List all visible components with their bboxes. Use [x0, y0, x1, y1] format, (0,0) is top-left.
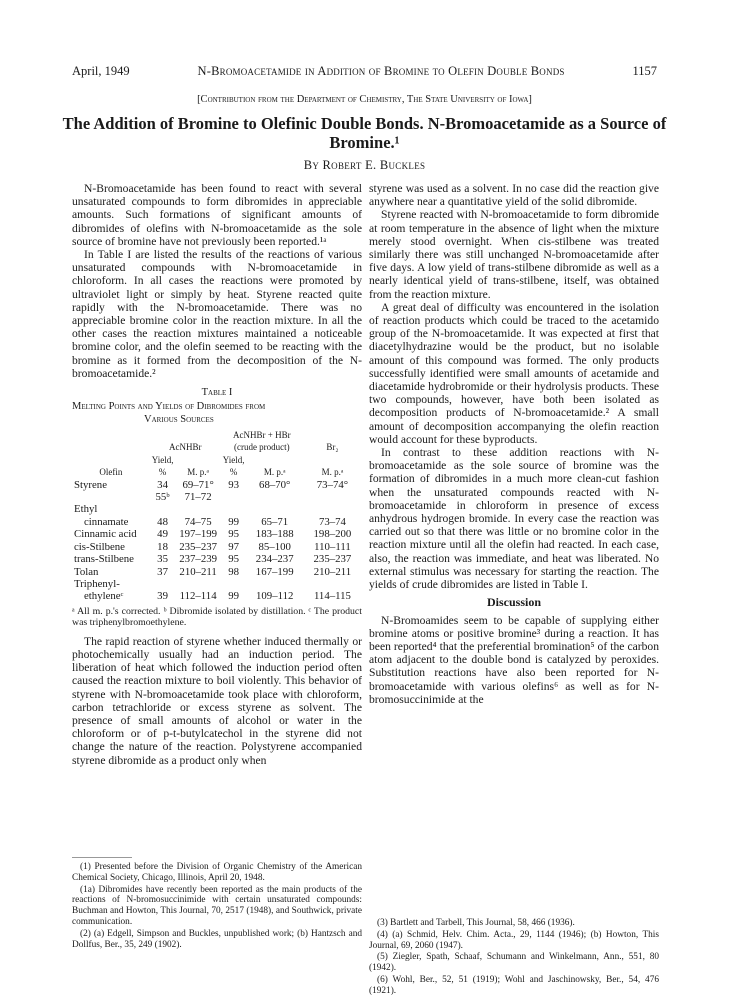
table-row: [72, 590, 362, 602]
table-cell: [150, 578, 176, 590]
table-cell: 39: [157, 590, 168, 603]
table-cell: 197–199: [179, 528, 218, 541]
table-cell: 110–111: [314, 540, 351, 553]
table-cell: 37: [157, 565, 168, 578]
table-footnote: ᵃ All m. p.'s corrected. ᵇ Dibromide isolated by distillation. ᶜ The product was triphenylbromoethylene.: [72, 605, 362, 629]
right-column: [369, 182, 659, 706]
table-caption-line: Melting Points and Yields of Dibromides from: [72, 401, 266, 413]
table-cell: 95: [228, 553, 240, 566]
table-cell: 198–200: [313, 528, 352, 541]
footnote: (6) Wohl, Ber., 52, 51 (1919); Wohl and Jaschinowsky, Ber., 54, 476 (1921).: [369, 974, 659, 996]
table-cell: 167–199: [255, 565, 294, 578]
table-cell: 114–115: [313, 590, 351, 603]
table-cell: 97: [228, 540, 240, 553]
table-cell: 235–237: [179, 540, 218, 553]
body-paragraph: In Table I are listed the results of the reactions of various unsaturated compounds with N-bromoacetamide in chloroform. In all cases the reactions were promoted by ultraviolet light or simply by heat. Styrene reacted quite rapidly with the N-bromoacetamide. There was no appreciable bromine color in the reaction mixture. In all the other cases the reaction mixtures maintained a noticeable bromine color, and the olefin seemed to be reacting with the bromine as it formed from the decomposition of the N-bromoacetamide.²: [72, 248, 362, 380]
table-cell: 98: [228, 565, 240, 578]
table-cell: 65–71: [261, 515, 289, 528]
table-row: [72, 503, 362, 515]
body-paragraph: A great deal of difficulty was encountered in the isolation of reaction products which could be traced to the acetamido group of the N-bromoacetamide. It was expected at first that diacetylhydrazine would be the product, but no isolable amount of this compound was formed. The only products successfully identified were small amounts of acetamide and diacetamide hydrobromide or their hydrolysis products. These two compounds, however, have both been isolated as decomposition products of N-bromoacetamide.² A small amount of decomposition accompanying the olefin reaction would account for these byproducts.: [369, 300, 659, 446]
footnote: (2) (a) Edgell, Simpson and Buckles, unpublished work; (b) Hantzsch and Dollfus, Ber., 35, 249 (1902).: [72, 928, 362, 950]
body-paragraph: In contrast to these addition reactions with N-bromoacetamide as the sole source of bromine was the formation of dibromides in a much more clean-cut fashion when the unsaturated compounds reacted with N-bromoacetamide in chloroform in presence of excess anhydrous hydrogen bromide. In every case the reaction was carried out so that there was little or no bromine color in the reaction mixture until all the olefin had reacted. In each case, also, the reaction was immediate, and heat was liberated. No external stimulus was necessary for starting the reaction. The yields of crude dibromides are listed in Table I.: [369, 446, 659, 592]
table-cell: 73–74: [318, 515, 346, 528]
footnotes-left: [72, 862, 362, 951]
contribution-line: [Contribution from the Department of Chemistry, The State University of Iowa]: [197, 94, 532, 105]
table-cell: 95: [228, 528, 240, 541]
footnote: (5) Ziegler, Spath, Schaaf, Schumann and Winkelmann, Ann., 551, 80 (1942).: [369, 952, 659, 974]
table-cell: 74–75: [184, 515, 212, 528]
footnote: (1) Presented before the Division of Organic Chemistry of the American Chemical Society, Chicago, Illinois, April 20, 1948.: [72, 862, 362, 883]
table-cell: [303, 503, 362, 515]
table-cell: [175, 578, 220, 590]
table-row: [72, 553, 362, 565]
table-cell: 234–237: [255, 553, 294, 566]
table-cell: [221, 503, 247, 515]
issue-date: April, 1949: [72, 64, 130, 78]
table-row: [72, 516, 362, 528]
table-cell: [247, 503, 303, 515]
running-header: [72, 64, 657, 80]
table-cell: 55ᵇ: [155, 491, 170, 504]
table-cell: 183–188: [255, 528, 294, 541]
table-cell-olefin: Tolan: [74, 565, 99, 578]
author-byline: By Robert E. Buckles: [303, 158, 426, 172]
body-paragraph: styrene was used as a solvent. In no case did the reaction give anywhere near a quantitative yield of the solid dibromide.: [369, 182, 659, 209]
table-cell: 18: [157, 540, 168, 553]
left-column: [72, 182, 362, 767]
article-title: The Addition of Bromine to Olefinic Double Bonds. N-Bromoacetamide as a Source of Bromine.¹: [62, 114, 667, 152]
table-header: Olefin: [99, 467, 123, 478]
table-header: M. p.ᵃ: [263, 467, 286, 478]
table-cell: 68–70°: [259, 478, 291, 491]
table-cell: 210–211: [179, 565, 217, 578]
body-paragraph: Styrene reacted with N-bromoacetamide to form dibromide at room temperature in the absence of light when the mixture merely stood overnight. When cis-stilbene was treated similarly there was still unchanged N-bromoacetamide after five days. A low yield of trans-stilbene dibromide as well as a nearly identical yield of trans-stilbene, itself, was obtained from the reaction mixture.: [369, 208, 659, 301]
footnote: (4) (a) Schmid, Helv. Chim. Acta., 29, 1144 (1946); (b) Howton, This Journal, 69, 2060 (1947).: [369, 929, 659, 951]
table-row: [72, 528, 362, 540]
table-group-header: AcNHBr: [168, 442, 202, 453]
table-row: [72, 479, 362, 491]
table-cell: [303, 578, 362, 590]
table-cell-olefin: trans-Stilbene: [74, 553, 134, 566]
table-cell-olefin: Triphenyl-: [74, 577, 120, 590]
table-cell: 93: [228, 478, 240, 491]
table-cell: [175, 503, 220, 515]
body-paragraph: N-Bromoamides seem to be capable of supplying either bromine atoms or positive bromine³ during a reaction. It has been reported⁴ that the preferential bromination⁵ of the carbon atom adjacent to the double bond is catalyzed by peroxides. Substitution reactions have also been reported for N-bromoacetamide with various olefins⁶ as well as for N-bromosuccinimide at the: [369, 613, 659, 706]
table-cell-olefin: Ethyl: [74, 503, 98, 516]
table-row: [72, 541, 362, 553]
table-header-row: [72, 454, 362, 479]
table-cell: 34: [157, 478, 168, 491]
table-cell: [221, 578, 247, 590]
table-cell-olefin: cinnamate: [84, 515, 129, 528]
table-cell: 210–211: [313, 565, 352, 578]
table-cell: 99: [228, 515, 240, 528]
table-label: Table I: [201, 387, 233, 399]
table-cell: [247, 578, 303, 590]
table-cell: 99: [228, 590, 240, 603]
footnotes-right: [369, 918, 659, 998]
footnote-rule: [72, 857, 132, 858]
table-row: [72, 578, 362, 590]
table-cell-olefin: cis-Stilbene: [74, 540, 125, 553]
table-cell: 48: [157, 515, 168, 528]
table-cell: 235–237: [313, 553, 352, 566]
table-header: M. p.ᵃ: [321, 467, 344, 478]
table-header: Yield, %: [151, 454, 174, 478]
table-cell: [221, 491, 247, 503]
table-cell: [247, 491, 303, 503]
table-caption-line: Various Sources: [144, 413, 214, 425]
table-row: [72, 566, 362, 578]
table-group-header: AcNHBr + HBr (crude product): [233, 430, 291, 453]
footnote: (3) Bartlett and Tarbell, This Journal, 58, 466 (1936).: [377, 918, 575, 928]
table-caption: [72, 401, 362, 426]
table-header: Yield, %: [222, 454, 245, 478]
table-cell-olefin: Styrene: [74, 478, 107, 491]
table-cell: [303, 491, 362, 503]
body-paragraph: The rapid reaction of styrene whether induced thermally or photochemically usually had an induction period. The liberation of heat which followed the induction period often caused the reaction mixture to boil violently. This behavior of styrene with N-bromoacetamide took place with chloroform, carbon tetrachloride or excess styrene as solvent. The presence of small amounts of alcohol or water in the chloroform or of p-t-butylcatechol in the styrene did not change the nature of the reaction. Polystyrene accompanied styrene dibromide as a product only when: [72, 634, 362, 767]
data-table: [72, 429, 362, 603]
table-group-header-row: [72, 429, 362, 454]
table-group-header: Br₂: [326, 442, 339, 453]
table-cell: 73–74°: [316, 478, 349, 491]
table-cell: [150, 503, 176, 515]
table-cell: 49: [157, 528, 168, 541]
table-1: [72, 386, 362, 629]
running-title: N-Bromoacetamide in Addition of Bromine to Olefin Double Bonds: [197, 64, 565, 78]
table-cell: 35: [157, 553, 168, 566]
table-cell-olefin: ethyleneᶜ: [84, 590, 124, 603]
table-row: [72, 491, 362, 503]
table-cell-olefin: Cinnamic acid: [74, 528, 137, 541]
table-cell: 71–72: [184, 491, 212, 504]
table-cell: 237–239: [179, 553, 218, 566]
table-cell: 112–114: [179, 590, 217, 603]
table-header: M. p.ᵃ: [187, 467, 209, 478]
page-number: 1157: [632, 64, 657, 78]
section-heading: Discussion: [486, 595, 542, 610]
table-cell: 85–100: [258, 540, 291, 553]
table-cell-olefin: [72, 491, 150, 503]
body-paragraph: N-Bromoacetamide has been found to react with several unsaturated compounds to form dibromides in appreciable amounts. Such formations of significant amounts of dibromides of olefins with N-bromoacetamide as the sole source of bromine have not previously been reported.¹ᵃ: [72, 182, 362, 248]
footnote: (1a) Dibromides have recently been reported as the main products of the reactions of N-bromosuccinimide with certain unsaturated compounds: Buchman and Howton, This Journal, 70, 2517 (1948), and Southwick, private communication.: [72, 884, 362, 927]
table-cell: 109–112: [256, 590, 294, 603]
table-cell: 69–71°: [182, 478, 214, 491]
